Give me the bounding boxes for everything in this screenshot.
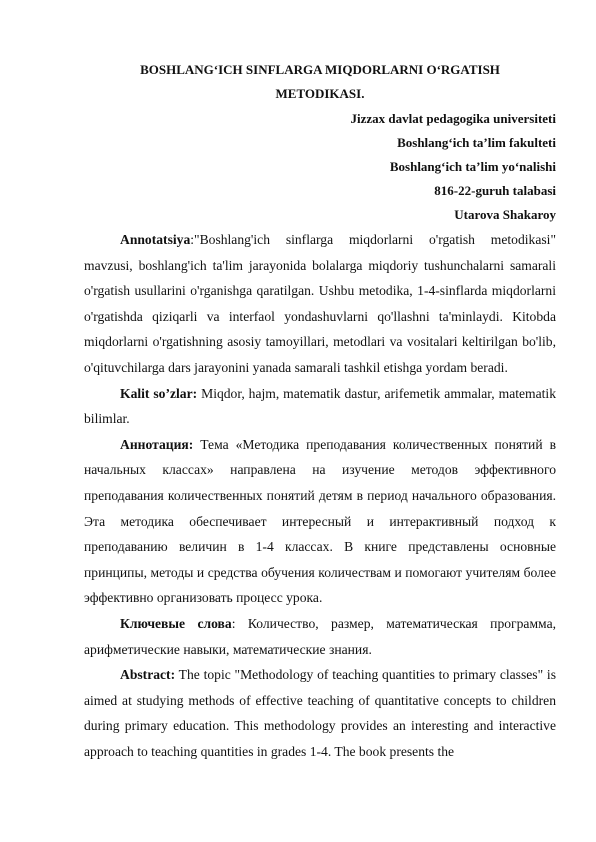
abstract-en — [84, 662, 556, 764]
keywords-uz-label: Kalit so’zlar: — [120, 385, 198, 401]
keywords-uz — [84, 381, 556, 432]
annotation-ru — [84, 432, 556, 611]
author-name: Utarova Shakaroy — [454, 207, 556, 222]
keywords-ru-text: : Количество, размер, математическая программа, арифметические навыки, математические знания. — [84, 615, 556, 657]
keywords-ru-label: Ключевые слова — [120, 615, 232, 631]
keywords-ru — [84, 611, 556, 662]
annotation-uz-label: Annotatsiya — [120, 232, 191, 247]
annotation-uz-text: :"Boshlang'ich sinflarga miqdorlarni o'rgatish metodikasi" mavzusi, boshlang'ich ta'lim jarayonida bolalarga miqdoriy tushunchalarni samarali o'rgatish usullarini o'rganishga qaratilgan. Ushbu metodika, 1-4-sinflarda miqdorlarni o'rgatishda qiziqarli va interfaol yondashuvlarni qo'llashni ta'minlaydi. Kitobda miqdorlarni o'rgatishning asosiy tamoyillari, metodlari va vositalari keltirilgan bo'lib, o'qituvchilarga dars jarayonini yanada samarali tashkil etishga yordam beradi. — [84, 232, 556, 375]
annotation-ru-text: Тема «Методика преподавания количественных понятий в начальных классах» направлена на изучение методов эффективного преподавания количественных понятий детям в период начального образования. Эта методика обеспечивает интересный и интерактивный подход к преподаванию величин в 1-4 классах. В книге представлены основные принципы, методы и средства обучения количествам и помогают учителям более эффективно организовать процесс урока. — [84, 436, 556, 606]
abstract-en-text: The topic "Methodology of teaching quantities to primary classes" is aimed at studying methods of effective teaching of quantitative concepts to children during primary education. This methodology provides an interesting and interactive approach to teaching quantities in grades 1-4. The book presents the — [84, 667, 556, 759]
keywords-uz-text: Miqdor, hajm, matematik dastur, arifemetik ammalar, matematik bilimlar. — [84, 385, 556, 427]
annotation-uz — [84, 227, 556, 381]
affiliation-university: Jizzax davlat pedagogika universiteti — [350, 111, 556, 126]
affiliation-faculty: Boshlang‘ich ta’lim fakulteti — [397, 135, 556, 150]
affiliation-group: 816-22-guruh talabasi — [434, 183, 556, 198]
annotation-ru-label: Аннотация: — [120, 436, 194, 452]
paper-title: BOSHLANG‘ICH SINFLARGA MIQDORLARNI O‘RGATISH METODIKASI. — [140, 62, 500, 101]
abstract-en-label: Abstract: — [120, 667, 176, 683]
affiliation-direction: Boshlang‘ich ta’lim yo‘nalishi — [389, 159, 556, 174]
paper-page — [84, 58, 556, 764]
